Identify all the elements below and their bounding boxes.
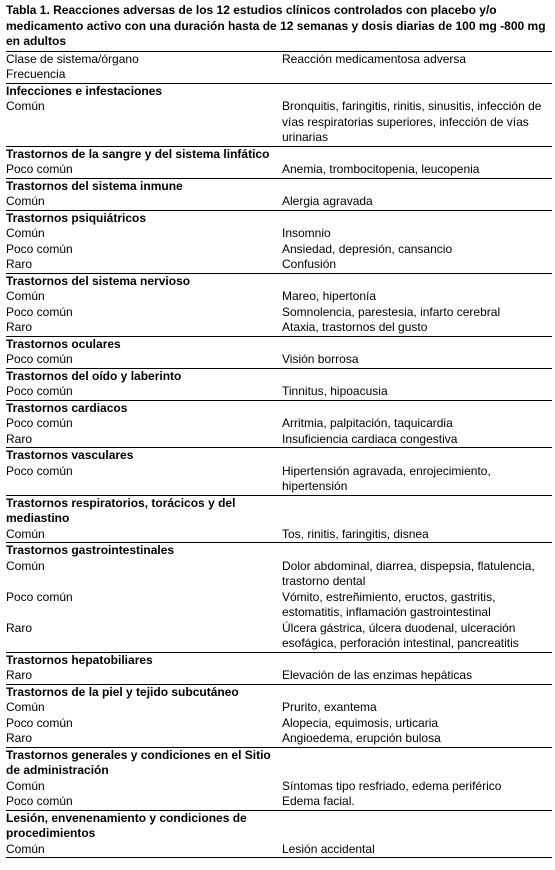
table-row <box>6 731 552 747</box>
table-row <box>6 384 552 400</box>
table-row <box>6 559 552 590</box>
reaction-cell: Edema facial. <box>282 794 355 808</box>
table-body <box>6 83 552 858</box>
section <box>6 210 552 273</box>
table-row <box>6 794 552 810</box>
table-row <box>6 464 552 495</box>
frequency-cell: Común <box>6 289 45 303</box>
table-row <box>6 257 552 273</box>
header-col1-line2: Frecuencia <box>6 67 66 81</box>
section <box>6 495 552 543</box>
reaction-cell: Mareo, hipertonía <box>282 289 377 303</box>
reaction-cell: Visión borrosa <box>282 352 359 366</box>
frequency-cell: Raro <box>6 668 33 682</box>
section <box>6 146 552 178</box>
section <box>6 542 552 652</box>
reaction-cell: Prurito, exantema <box>282 700 377 714</box>
frequency-cell: Raro <box>6 731 33 745</box>
frequency-cell: Poco común <box>6 162 73 176</box>
frequency-cell: Común <box>6 194 45 208</box>
section <box>6 810 552 858</box>
table-row <box>6 527 552 543</box>
category-heading: Trastornos del sistema nervioso <box>6 273 191 288</box>
reaction-cell: Arritmia, palpitación, taquicardia <box>282 416 453 430</box>
table-row <box>6 289 552 305</box>
section <box>6 400 552 448</box>
section <box>6 83 552 146</box>
section <box>6 747 552 810</box>
reaction-cell: Insomnio <box>282 226 331 240</box>
reaction-cell: Tinnitus, hipoacusia <box>282 384 388 398</box>
category-heading: Trastornos oculares <box>6 336 121 351</box>
frequency-cell: Poco común <box>6 241 73 256</box>
table-row <box>6 621 552 652</box>
table-row <box>6 320 552 336</box>
category-heading: Trastornos de la piel y tejido subcutáneo <box>6 684 239 699</box>
frequency-cell: Raro <box>6 620 33 635</box>
reaction-cell: Vómito, estreñimiento, eructos, gastritis, estomatitis, inflamación gastrointestinal <box>282 589 496 619</box>
reaction-cell: Anemia, trombocitopenia, leucopenia <box>282 162 480 176</box>
category-heading: Trastornos respiratorios, torácicos y del mediastino <box>6 495 236 525</box>
reaction-cell: Bronquitis, faringitis, rinitis, sinusitis, infección de vías respiratorias superiores, infección de vías urinarias <box>282 99 542 144</box>
header-col1 <box>6 52 282 83</box>
table-row <box>6 242 552 258</box>
frequency-cell: Poco común <box>6 794 73 808</box>
reaction-cell: Úlcera gástrica, úlcera duodenal, ulceración esofágica, perforación intestinal, pancreatitis <box>282 620 519 650</box>
table-row <box>6 162 552 178</box>
category-heading: Trastornos generales y condiciones en el Sitio de administración <box>6 747 271 777</box>
frequency-cell: Poco común <box>6 384 73 398</box>
reaction-cell: Somnolencia, parestesia, infarto cerebral <box>282 304 501 319</box>
table-row <box>6 700 552 716</box>
frequency-cell: Común <box>6 778 45 793</box>
section <box>6 273 552 336</box>
reaction-cell: Alopecia, equimosis, urticaria <box>282 715 439 730</box>
category-heading: Trastornos gastrointestinales <box>6 543 175 557</box>
table-caption: Tabla 1. Reacciones adversas de los 12 estudios clínicos controlados con placebo y/o medicamento activo con una duración hasta de 12 semanas y dosis diarias de 100 mg -800 mg en adultos <box>6 3 546 48</box>
reaction-cell: Lesión accidental <box>282 841 375 856</box>
section <box>6 336 552 368</box>
category-heading: Trastornos del sistema inmune <box>6 178 183 193</box>
table-row <box>6 352 552 368</box>
frequency-cell: Poco común <box>6 589 73 604</box>
section <box>6 178 552 210</box>
frequency-cell: Común <box>6 526 45 541</box>
reaction-cell: Confusión <box>282 257 337 271</box>
frequency-cell: Raro <box>6 320 33 334</box>
table-header <box>6 52 552 83</box>
table-row <box>6 716 552 732</box>
frequency-cell: Común <box>6 99 45 113</box>
table-row <box>6 99 552 146</box>
table-row <box>6 842 552 858</box>
frequency-cell: Raro <box>6 431 33 446</box>
frequency-cell: Poco común <box>6 463 73 478</box>
header-col2: Reacción medicamentosa adversa <box>282 51 467 66</box>
table-row <box>6 668 552 684</box>
reaction-cell: Síntomas tipo resfriado, edema periférico <box>282 778 502 793</box>
section <box>6 684 552 747</box>
table-row <box>6 305 552 321</box>
table-bottom-rule <box>6 857 552 858</box>
category-heading: Lesión, envenenamiento y condiciones de procedimientos <box>6 810 247 840</box>
frequency-cell: Común <box>6 841 45 856</box>
reaction-cell: Alergia agravada <box>282 194 373 208</box>
reaction-cell: Dolor abdominal, diarrea, dispepsia, flatulencia, trastorno dental <box>282 558 535 588</box>
table-row <box>6 416 552 432</box>
reaction-cell: Tos, rinitis, faringitis, disnea <box>282 526 429 541</box>
table-row <box>6 432 552 448</box>
category-heading: Infecciones e infestaciones <box>6 83 163 98</box>
category-heading: Trastornos cardiacos <box>6 400 128 415</box>
category-heading: Trastornos del oído y laberinto <box>6 368 182 383</box>
category-heading: Trastornos hepatobiliares <box>6 652 153 667</box>
table-row <box>6 226 552 242</box>
section <box>6 652 552 684</box>
table-row <box>6 194 552 210</box>
category-heading: Trastornos psiquiátricos <box>6 210 147 225</box>
frequency-cell: Poco común <box>6 352 73 366</box>
frequency-cell: Común <box>6 558 45 573</box>
frequency-cell: Común <box>6 700 45 714</box>
section <box>6 368 552 400</box>
header-col1-line1: Clase de sistema/órgano <box>6 51 139 66</box>
frequency-cell: Raro <box>6 257 33 271</box>
reaction-cell: Angioedema, erupción bulosa <box>282 731 441 745</box>
reaction-cell: Elevación de las enzimas hepáticas <box>282 668 473 682</box>
frequency-cell: Poco común <box>6 715 73 730</box>
section <box>6 447 552 495</box>
category-heading: Trastornos de la sangre y del sistema linfático <box>6 146 270 161</box>
reaction-cell: Hipertensión agravada, enrojecimiento, hipertensión <box>282 463 491 493</box>
frequency-cell: Poco común <box>6 304 73 319</box>
reaction-cell: Ataxia, trastornos del gusto <box>282 320 428 334</box>
table-row <box>6 779 552 795</box>
frequency-cell: Poco común <box>6 416 73 430</box>
table-row <box>6 590 552 621</box>
category-heading: Trastornos vasculares <box>6 448 134 462</box>
reaction-cell: Ansiedad, depresión, cansancio <box>282 241 453 256</box>
frequency-cell: Común <box>6 226 45 240</box>
reaction-cell: Insuficiencia cardiaca congestiva <box>282 431 458 446</box>
